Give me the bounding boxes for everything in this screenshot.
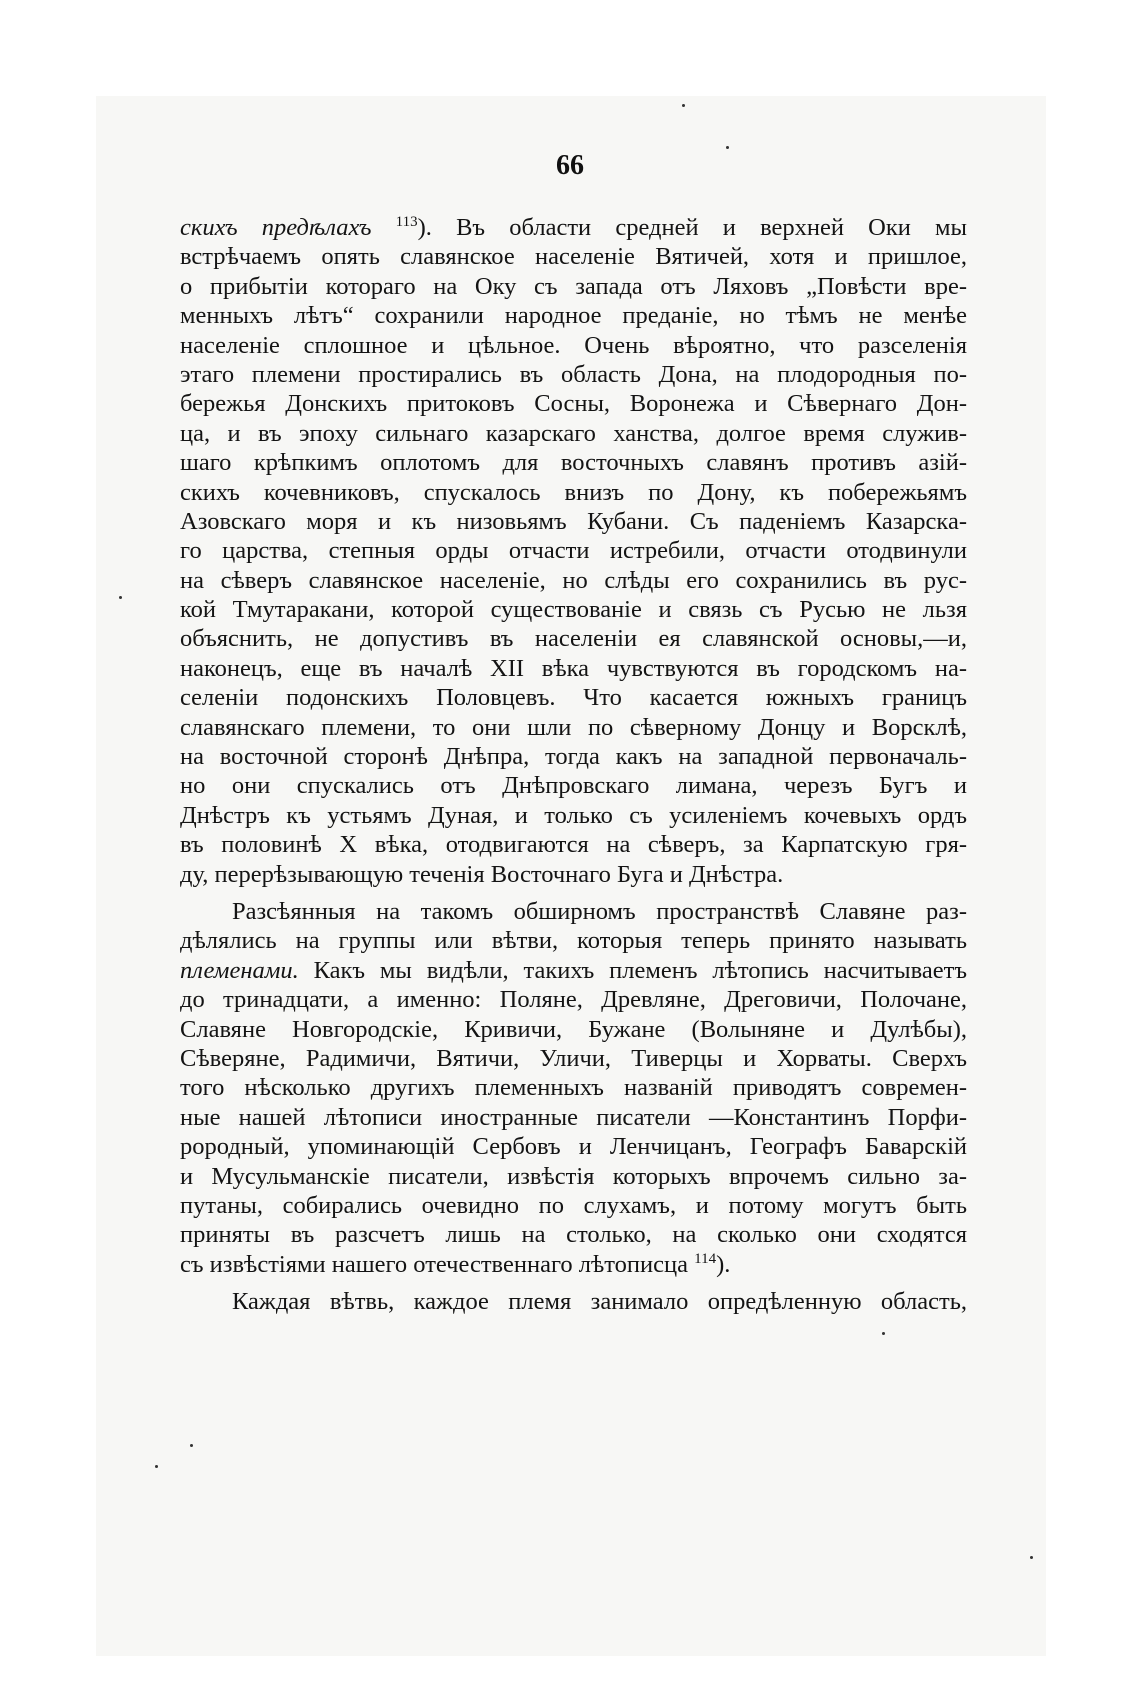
text-line-italic-start: племенами. — [180, 956, 299, 984]
text-line: встрѣчаемъ опять славянское населеніе Вятичей, хотя и пришлое, — [180, 243, 967, 271]
text-line: наконецъ, еще въ началѣ XII вѣка чувствуются въ городскомъ на- — [180, 654, 967, 682]
text-line: селеніи подонскихъ Половцевъ. Что касается южныхъ границъ — [180, 684, 967, 712]
text-line: шаго крѣпкимъ оплотомъ для восточныхъ славянъ противъ азій- — [180, 449, 967, 477]
text-line: Разсѣянныя на такомъ обширномъ пространствѣ Славяне раз- — [232, 897, 967, 925]
footnote-ref-113: 113 — [395, 213, 418, 230]
text-line: Славяне Новгородскіе, Кривичи, Бужане (Волыняне и Дулѣбы), — [180, 1015, 967, 1043]
text-line-italic-start: скихъ предѣлахъ — [180, 214, 372, 241]
text-line-start: съ извѣстіями нашего отечественнаго лѣтописца — [180, 1250, 689, 1278]
scan-speck — [155, 1465, 158, 1468]
scan-speck — [726, 146, 729, 149]
text-line: но они спускались отъ Днѣпровскаго лимана, черезъ Бугъ и — [180, 772, 967, 800]
text-line: Сѣверяне, Радимичи, Вятичи, Уличи, Тиверцы и Хорваты. Сверхъ — [180, 1044, 967, 1072]
text-line: Днѣстръ къ устьямъ Дуная, и только съ усиленіемъ кочевыхъ ордъ — [180, 801, 967, 829]
text-line — [180, 1250, 967, 1279]
footnote-ref-114: 114 — [694, 1250, 717, 1267]
text-line: кой Тмутаракани, которой существованіе и связь съ Русью не льзя — [180, 596, 967, 624]
text-line: ду, перерѣзывающую теченія Восточнаго Буга и Днѣстра. — [180, 860, 784, 888]
body-text — [180, 213, 967, 1316]
text-line: ные нашей лѣтописи иностранные писатели —Константинъ Порфи- — [180, 1103, 967, 1131]
text-line: ца, и въ эпоху сильнаго казарскаго ханства, долгое время служив- — [180, 419, 967, 447]
text-line: Азовскаго моря и къ низовьямъ Кубани. Съ паденіемъ Казарска- — [180, 507, 967, 535]
text-line: скихъ кочевниковъ, спускалось внизъ по Дону, къ побережьямъ — [180, 478, 967, 506]
text-line: дѣлялись на группы или вѣтви, которыя теперь принято называть — [180, 927, 967, 955]
text-line: того нѣсколько другихъ племенныхъ названій приводятъ современ- — [180, 1074, 967, 1102]
text-line: бережья Донскихъ притоковъ Сосны, Воронежа и Сѣвернаго Дон- — [180, 390, 967, 418]
text-line-rest: ). Въ области средней и верхней Оки мы — [417, 214, 967, 241]
text-line — [180, 213, 967, 242]
text-line: до тринадцати, а именно: Поляне, Древляне, Дреговичи, Полочане, — [180, 986, 967, 1014]
scan-speck — [190, 1444, 193, 1447]
text-line: въ половинѣ X вѣка, отодвигаются на сѣверъ, за Карпатскую гря- — [180, 831, 967, 859]
scan-speck — [882, 1332, 885, 1335]
text-line: о прибытіи котораго на Оку съ запада отъ Ляховъ „Повѣсти вре- — [180, 272, 967, 300]
scan-speck — [1030, 1556, 1033, 1559]
text-line-rest: Какъ мы видѣли, такихъ племенъ лѣтопись насчитываетъ — [298, 956, 967, 984]
text-line: на восточной сторонѣ Днѣпра, тогда какъ на западной первоначаль- — [180, 743, 967, 771]
page-number: 66 — [556, 150, 584, 181]
text-line: этаго племени простирались въ область Дона, на плодородныя по- — [180, 360, 967, 388]
text-line: объяснить, не допустивъ въ населеніи ея славянской основы,—и, — [180, 625, 967, 653]
text-line — [180, 956, 967, 985]
scan-speck — [682, 104, 685, 107]
text-line: рородный, упоминающій Сербовъ и Ленчицанъ, Географъ Баварскій — [180, 1133, 967, 1161]
text-line: путаны, собирались очевидно по слухамъ, и потому могутъ быть — [180, 1191, 967, 1219]
text-line: приняты въ разсчетъ лишь на столько, на сколько они сходятся — [180, 1221, 967, 1249]
text-line: на сѣверъ славянское населеніе, но слѣды его сохранились въ рус- — [180, 566, 967, 594]
text-line: населеніе сплошное и цѣльное. Очень вѣроятно, что разселенія — [180, 331, 967, 359]
text-line: менныхъ лѣтъ“ сохранили народное преданіе, но тѣмъ не менѣе — [180, 302, 967, 330]
text-line: и Мусульманскіе писатели, извѣстія которыхъ впрочемъ сильно за- — [180, 1162, 967, 1190]
text-line-rest: ). — [716, 1250, 731, 1278]
text-line: Каждая вѣтвь, каждое племя занимало опредѣленную область, — [232, 1288, 967, 1316]
text-line: го царства, степныя орды отчасти истребили, отчасти отодвинули — [180, 537, 967, 565]
text-line: славянскаго племени, то они шли по сѣверному Донцу и Ворсклѣ, — [180, 713, 967, 741]
scan-speck — [119, 596, 122, 599]
